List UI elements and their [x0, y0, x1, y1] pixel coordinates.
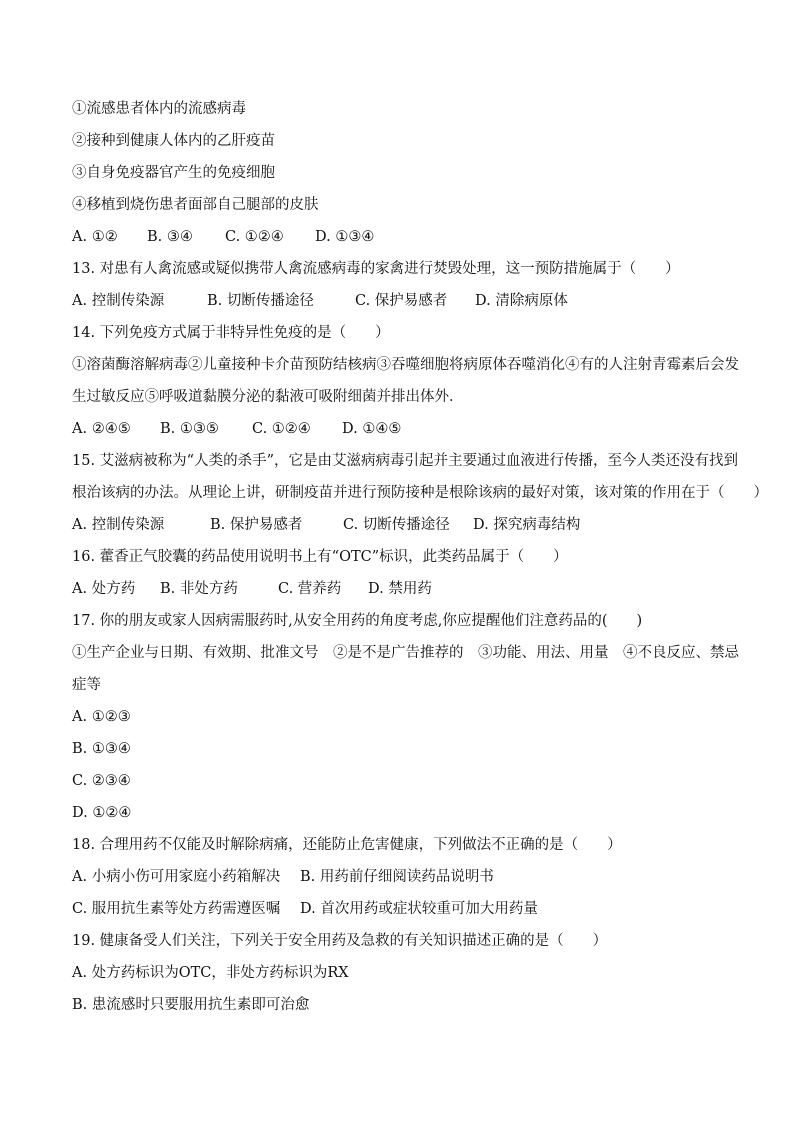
q16-option-d: D. 禁用药 [368, 581, 432, 597]
q13-option-d: D. 清除病原体 [475, 293, 568, 309]
q14-items-line-1: ①溶菌酶溶解病毒②儿童接种卡介苗预防结核病③吞噬细胞将病原体吞噬消化④有的人注射青霉素后会发 [72, 357, 739, 373]
q17-option-a: A. ①②③ [72, 709, 131, 725]
q17-items-line-1: ①生产企业与日期、有效期、批准文号 ②是不是广告推荐的 ③功能、用法、用量 ④不良反应、禁忌 [72, 645, 739, 661]
q19-option-a: A. 处方药标识为OTC，非处方药标识为RX [72, 965, 349, 981]
q13-stem: 13. 对患有人禽流感或疑似携带人禽流感病毒的家禽进行焚毁处理，这一预防措施属于（ ） [72, 261, 680, 277]
q17-option-c: C. ②③④ [72, 773, 131, 789]
q16-option-a: A. 处方药 [72, 581, 136, 597]
q15-option-a: A. 控制传染源 [72, 517, 165, 533]
q14-option-b: B. ①③⑤ [160, 421, 219, 437]
q14-option-d: D. ①④⑤ [342, 421, 402, 437]
q12-item-2: ②接种到健康人体内的乙肝疫苗 [72, 133, 275, 149]
q15-option-c: C. 切断传播途径 [343, 517, 450, 533]
q15-option-d: D. 探究病毒结构 [473, 517, 581, 533]
q15-stem-line-2: 根治该病的办法。从理论上讲，研制疫苗并进行预防接种是根除该病的最好对策，该对策的作用在于（ ） [72, 485, 768, 501]
q18-stem: 18. 合理用药不仅能及时解除病痛，还能防止危害健康，下列做法不正确的是（ ） [72, 837, 622, 853]
q17-option-b: B. ①③④ [72, 741, 131, 757]
q17-items-line-2: 症等 [72, 677, 101, 693]
q18-option-b: B. 用药前仔细阅读药品说明书 [300, 869, 494, 885]
q13-option-a: A. 控制传染源 [72, 293, 165, 309]
q12-option-b: B. ③④ [147, 229, 193, 245]
q18-options-row-1 [72, 867, 732, 887]
q16-stem: 16. 藿香正气胶囊的药品使用说明书上有“OTC”标识，此类药品属于（ ） [72, 549, 568, 565]
q14-items-line-2: 生过敏反应⑤呼吸道黏膜分泌的黏液可吸附细菌并排出体外． [72, 389, 464, 405]
q12-options [72, 227, 732, 247]
q14-options [72, 419, 732, 439]
q12-item-4: ④移植到烧伤患者面部自己腿部的皮肤 [72, 197, 319, 213]
q12-option-c: C. ①②④ [225, 229, 284, 245]
q17-stem: 17. 你的朋友或家人因病需服药时,从安全用药的角度考虑,你应提醒他们注意药品的( ) [72, 613, 643, 629]
q15-stem-line-1: 15. 艾滋病被称为“人类的杀手”，它是由艾滋病病毒引起并主要通过血液进行传播，至今人类还没有找到 [72, 453, 738, 469]
q19-stem: 19. 健康备受人们关注，下列关于安全用药及急救的有关知识描述正确的是（ ） [72, 933, 608, 949]
q13-option-b: B. 切断传播途径 [207, 293, 314, 309]
q12-item-1: ①流感患者体内的流感病毒 [72, 101, 246, 117]
q16-option-b: B. 非处方药 [160, 581, 238, 597]
q16-option-c: C. 营养药 [278, 581, 342, 597]
q18-option-c: C. 服用抗生素等处方药需遵医嘱 [72, 901, 281, 917]
q14-option-c: C. ①②④ [252, 421, 311, 437]
q15-option-b: B. 保护易感者 [210, 517, 303, 533]
q13-options [72, 291, 732, 311]
q12-option-d: D. ①③④ [315, 229, 375, 245]
q16-options [72, 579, 732, 599]
q18-option-a: A. 小病小伤可用家庭小药箱解决 [72, 869, 281, 885]
q12-item-3: ③自身免疫器官产生的免疫细胞 [72, 165, 275, 181]
q19-option-b: B. 患流感时只要服用抗生素即可治愈 [72, 997, 310, 1013]
q14-option-a: A. ②④⑤ [72, 421, 131, 437]
q15-options [72, 515, 732, 535]
q18-options-row-2 [72, 899, 732, 919]
q14-stem: 14. 下列免疫方式属于非特异性免疫的是（ ） [72, 325, 390, 341]
q13-option-c: C. 保护易感者 [355, 293, 448, 309]
q17-option-d: D. ①②④ [72, 805, 132, 821]
q12-option-a: A. ①② [72, 229, 118, 245]
q18-option-d: D. 首次用药或症状较重可加大用药量 [300, 901, 538, 917]
